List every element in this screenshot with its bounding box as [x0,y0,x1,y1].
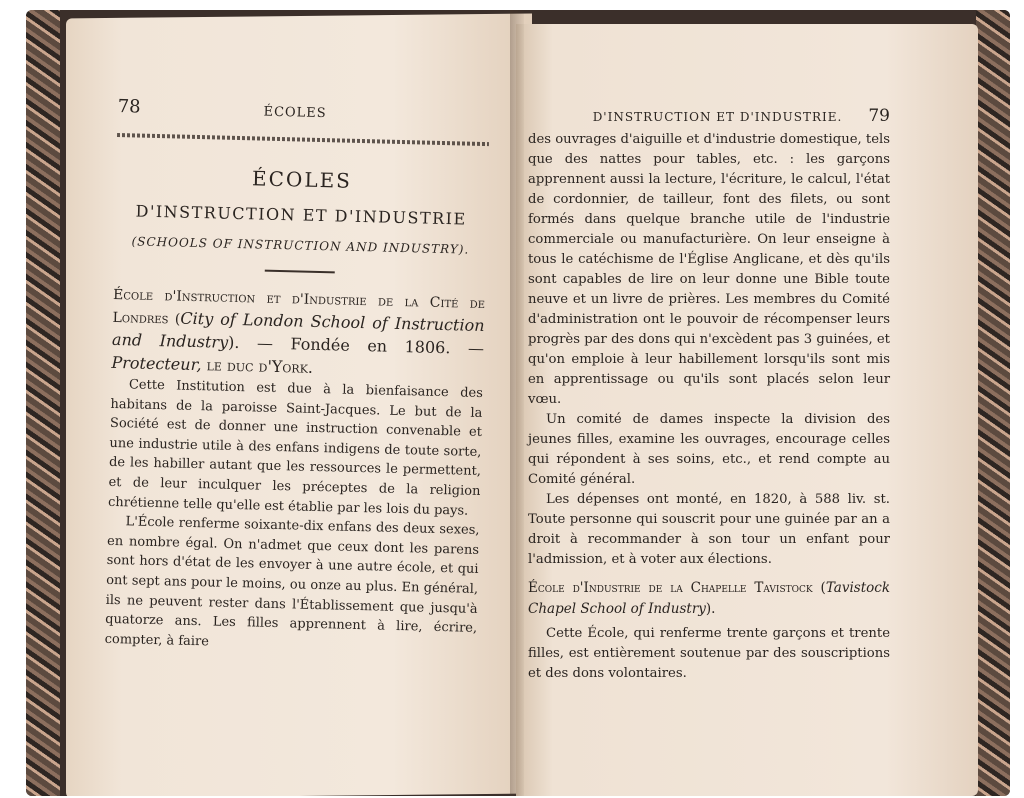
page-number-left: 78 [117,96,141,118]
paragraph: L'École renferme soixante-dix enfans des deux sexes, en nombre égal. On n'admet que ceux dont les parens sont hors d'état de les envoyer à une autre école, et qui ont sept ans pour le moins, ou onze au plus. En général, ils ne peuvent rester dans l'Établissement que jusqu'à quatorze ans. Les filles apprennent à lire, écrire, compter, à faire [104,514,480,650]
ornamental-rule [117,133,489,146]
protector-name: le duc d'York. [201,355,314,377]
entry-heading-tavistock [528,578,890,620]
right-running-head [528,106,890,126]
entry-heading-french: École d'Industrie de la Chapelle Tavistock ( [528,580,826,596]
entry-heading-close: ). [705,601,716,617]
entry-heading-french: École d'Instruction et d'Industrie de la Cité de Londres ( [112,286,486,328]
paragraph: des ouvrages d'aiguille et d'industrie domestique, tels que des nattes pour tables, etc. : les garçons apprennent aussi la lecture, l'écriture, le calcul, l'état de cordonnier, de tailleur, font des filets, ou sont formés dans quelque branche utile de l'industrie commerciale ou manufacturière. On leur enseigne à tous le catéchisme de l'Église Anglicane, et dès qu'ils sont capables de lire on leur donne une Bible toute neuve et un livre de prières. Les membres du Comité d'administration ont le pouvoir de récompenser leurs progrès par des dons qui n'excèdent pas 3 guinées, et qu'on emploie à leur habillement lorsqu'ils sont mis en apprentissage ou qu'ils sont placés selon leur vœu. [528,132,890,407]
section-title: ÉCOLES [251,166,353,193]
paragraph: Cette Institution est due à la bienfaisance des habitans de la paroisse Saint-Jacques. Le but de la Société est de donner une instruction convenable et une industrie utile à des enfans indigens de toute sorte, de les habiller autant que les ressources le permettent, et de leur inculquer les préceptes de la religion chrétienne telle qu'elle est établie par les lois du pays. [107,377,484,519]
left-page-content [104,96,489,658]
entry-heading-english: Tavistock Chapel School of Industry [528,580,890,617]
right-page-content [528,106,890,684]
entry-heading-founded: ). — Fondée en 1806. — [227,332,485,359]
short-rule [265,270,335,274]
marbled-edge-right [976,10,1010,796]
entry-heading-city-of-london [111,284,485,384]
right-running-title: D'INSTRUCTION ET D'INDUSTRIE. [592,110,843,124]
marbled-edge-left [26,10,60,796]
section-english-title: (SCHOOLS OF INSTRUCTION AND INDUSTRY). [131,234,470,257]
protector-label: Protecteur, [111,352,202,375]
paragraph: Cette École, qui renferme trente garçons et trente filles, est entièrement soutenue par des souscriptions et des dons volontaires. [528,626,890,681]
section-subtitle: D'INSTRUCTION ET D'INDUSTRIE [135,201,467,229]
paragraph: Un comité de dames inspecte la division des jeunes filles, examine les ouvrages, encourage celles qui répondent à ses soins, etc., et rend compte au Comité général. [528,412,890,487]
paragraph: Les dépenses ont monté, en 1820, à 588 liv. st. Toute personne qui souscrit pour une guinée par an a droit à recommander à son tour un enfant pour l'admission, et à voter aux élections. [528,492,890,567]
entry-heading-english: City of London School of Instruction and Industry [111,308,485,352]
left-running-title: ÉCOLES [263,104,327,122]
page-number-right: 79 [868,106,890,126]
book-gutter [510,10,524,796]
